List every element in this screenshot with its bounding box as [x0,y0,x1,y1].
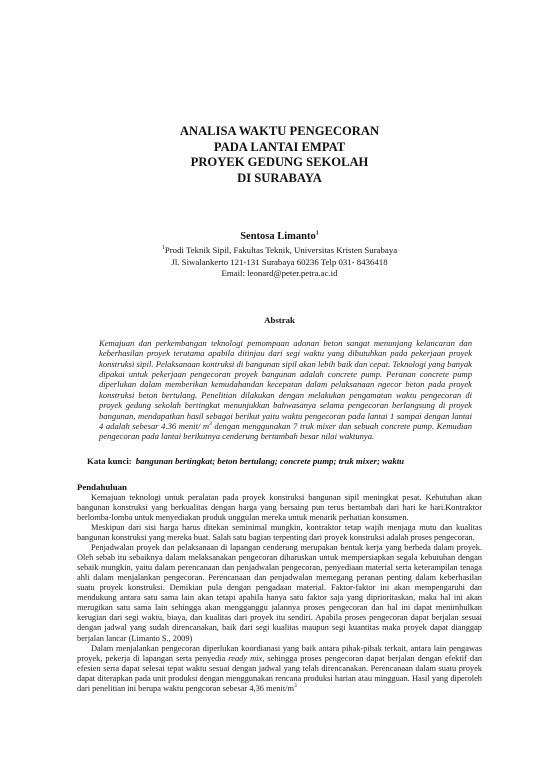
title-line-4: DI SURABAYA [237,170,322,185]
affiliation-marker: 1 [161,245,165,252]
abstract-superscript: 3 [209,421,212,428]
intro-p4-italic: ready mix [228,653,263,663]
intro-p4-superscript: 3 [293,682,297,689]
keywords-value: bangunan bertingkat; beton bertulang; concrete pump; truk mixer; waktu [135,455,405,466]
author-name [77,230,482,243]
affiliation-email: Email: leonard@peter.petra.ac.id [221,268,338,279]
section-heading-pendahuluan: Pendahuluan [77,481,127,492]
abstract-text-1: Kemajuan dan perkembangan teknologi pemompaan adonan beton sangat menunjang kelancaran dan keberhasilan proyek terutama apabila ditinjau dari segi waktu yang dibutuhkan pada pekerjaan proyek konstruksi sipil. Pelaksanaan kontruksi di bangunan sipil akan lebih baik dan cepat. Teknologi yang banyak dipakai untuk pekerjaan pengecoran proyek bangunan adalah concrete pump. Peranan concrete pump diperlukan dalam memberikan kemudahandan kecepatan dalam pelaksanaan ngecor beton pada proyek konstruksi beton bertulang. Penelitian dilakukan dengan melakukan pengamatan waktu pengecoran di proyek gedung sekolah bertingkat menunjukkan bahwasanya selama pengecoran berlangsung di proyek bangunan, mendapatkan hasil sebagai berikut yaitu waktu pengecoran pada lantai 1 sampai dengan lantai 4 adalah sebesar 4.36 menit/ m [99,337,472,432]
affiliation-line-1-text: Prodi Teknik Sipil, Fakultas Teknik, Universitas Kristen Surabaya [164,245,398,255]
affiliation-line-1 [77,245,482,257]
keywords [87,456,482,467]
intro-paragraph-1: Kemajuan teknologi untuk peralatan pada proyek konstruksi bangunan sipil meningkat pesat. Kebutuhan akan bangunan konstruksi yang berkualitas dengan harga yang bersaing pun terus bertambah dari hari ke hari.Kontraktor berlomba-lomba untuk menyediakan produk unggulan mereka untuk menarik perhatian konsumen. [77,492,482,522]
keywords-label: Kata kunci: [87,455,132,466]
intro-p4-text-a: Dalam menjalankan pengecoran diperlukan koordianasi yang baik antara pihak-pihak terkait, antara lain pengawas proyek, pekerja di lapangan serta penyedia [77,643,482,663]
abstract-body [99,338,472,442]
intro-paragraph-4 [77,644,482,694]
title-line-3: PROYEK GEDUNG SEKOLAH [190,155,369,169]
affiliation [77,245,482,280]
intro-p4-text-b: , sehingga proses pengecoran dapat berjalan dengan efektif dan efesien serta dapat selesai tepat waktu sesuai dengan jadwal yang telah direncanakan. Perencanaan dalam suatu proyek dapat diterapkan pada unit produksi dengan menggunakan rencana produksi harian atau mingguan. Hasil yang diperoleh dari penelitian ini berupa waktu pengcoran sebesar 4,36 menit/m [77,653,482,693]
paper-title [77,0,482,186]
intro-paragraph-2: Meskipun dari sisi harga harus ditekan seminimal mungkin, kontraktor tetap wajib menjaga mutu dan kualitas bangunan konstruksi yang mereka buat. Salah satu bagian terpenting dari proyek konstruksi adalah proses pengecoran. [77,522,482,543]
author-name-text: Sentosa Limanto [240,231,316,242]
affiliation-line-2: Jl. Siwalankerto 121-131 Surabaya 60236 Telp 031- 8436418 [171,256,388,267]
title-line-1: ANALISA WAKTU PENGECORAN [179,124,380,138]
title-line-2: PADA LANTAI EMPAT [213,139,346,154]
abstract-text-2: dengan menggunakan 7 truk mixer dan sebuah concrete pump. Kemudian pengecoran pada lantai berikutnya cenderung bertambah besar nilai waktunya. [99,421,472,442]
abstract-heading: Abstrak [264,314,295,325]
intro-paragraph-3: Penjadwalan proyek dan pelaksanaan di lapangan cenderung merupakan bentuk kerja yang berbeda dalam proyek. Oleh sebab itu sebaiknya dalam melaksanakan pengecoran diharuskan untuk mempersiapkan segala kebutuhan dengan sebaik mungkin, yaitu dalam perencanaan dan penjadwalan pengecoran, penyediaan material serta keterampilan tenaga ahli dalam menjalankan pengecoran. Perencanaan dan penjadwalan memegang peranan penting dalam keberhasilan suatu proyek konstruksi. Demikian pula dengan pengadaan material. Faktor-faktor ini akan mempengaruhi dan mendukung antara satu sama lain akan tetapi apabila hanya satu faktor saja yang diprioritaskan, maka hal ini akan merugikan satu sama lain sehingga akan mengganggu jalannya proses pengecoran dan hal ini dapat menimbulkan kerugian dari segi waktu, biaya, dan kualitas dari proyek itu sendiri. Apabila proses pengecoran dapat berjalan sesuai dengan jadwal yang sudah direncanakan, baik dari segi kualitas maupun segi kuantitas maka proyek dapat dianggap berjalan lancar (Limanto S., 2009) [77,543,482,643]
author-marker: 1 [315,230,319,237]
